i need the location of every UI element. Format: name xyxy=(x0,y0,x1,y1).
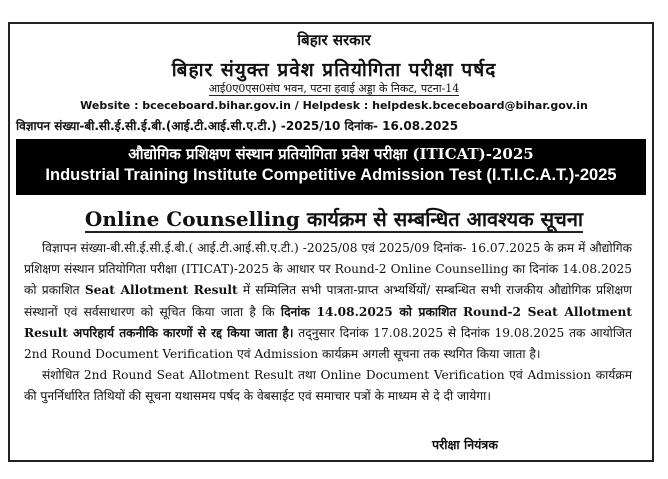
government-label: बिहार सरकार xyxy=(297,31,371,49)
banner-english-title: Industrial Training Institute Competitive Admission Test (I.T.I.C.A.T.)-2025 xyxy=(45,166,617,184)
notice-body xyxy=(24,238,632,408)
board-name: बिहार संयुक्त प्रवेश प्रतियोगिता परीक्षा पर्षद xyxy=(171,59,497,81)
exam-banner xyxy=(16,139,646,195)
banner-hindi-title: औद्योगिक प्रशिक्षण संस्थान प्रतियोगिता प्रवेश परीक्षा (ITICAT)-2025 xyxy=(128,145,534,163)
signature-controller: परीक्षा नियंत्रक xyxy=(432,437,498,452)
advertisement-number: विज्ञापन संख्या-बी.सी.ई.सी.ई.बी.(आई.टी.आई.सी.ए.टी.) -2025/10 दिनांक- 16.08.2025 xyxy=(16,119,459,133)
contact-line: Website : bceceboard.bihar.gov.in / Helpdesk : helpdesk.bceceboard@bihar.gov.in xyxy=(80,99,588,112)
notice-heading: Online Counselling कार्यक्रम से सम्बन्धित आवश्यक सूचना xyxy=(84,207,584,231)
board-address: आई0ए0एस0संघ भवन, पटना हवाई अड्डा के निकट, पटना-14 xyxy=(208,82,460,95)
notice-paragraph-1: विज्ञापन संख्या-बी.सी.ई.सी.ई.बी.( आई.टी.आई.सी.ए.टी.) -2025/08 एवं 2025/09 दिनांक- 16.07.2025 के क्रम में औद्योगिक प्रशिक्षण संस्थान प्रतियोगिता परीक्षा (ITICAT)-2025 के आधार पर Round-2 Online Counselling का दिनांक 14.08.2025 को प्रकाशित Seat Allotment Result में सम्मिलित सभी पात्रता-प्राप्त अभ्यर्थियों/ सम्बन्धित सभी राजकीय औद्योगिक प्रशिक्षण संस्थानों एवं सर्वसाधारण को सूचित किया जाता है कि दिनांक 14.08.2025 को प्रकाशित Round-2 Seat Allotment Result अपरिहार्य तकनीकि कारणों से रद्द किया जाता है। तद्नुसार दिनांक 17.08.2025 से दिनांक 19.08.2025 तक आयोजित 2nd Round Document Verification एवं Admission कार्यक्रम अगली सूचना तक स्थगित किया जाता है। xyxy=(24,241,632,362)
notice-paragraph-2: संशोधित 2nd Round Seat Allotment Result तथा Online Document Verification एवं Admission कार्यक्रम की पुनर्निर्धारित तिथियों की सूचना यथासमय पर्षद के वेबसाईट एवं समाचार पत्रों के माध्यम से दे दी जायेगा। xyxy=(24,368,632,404)
